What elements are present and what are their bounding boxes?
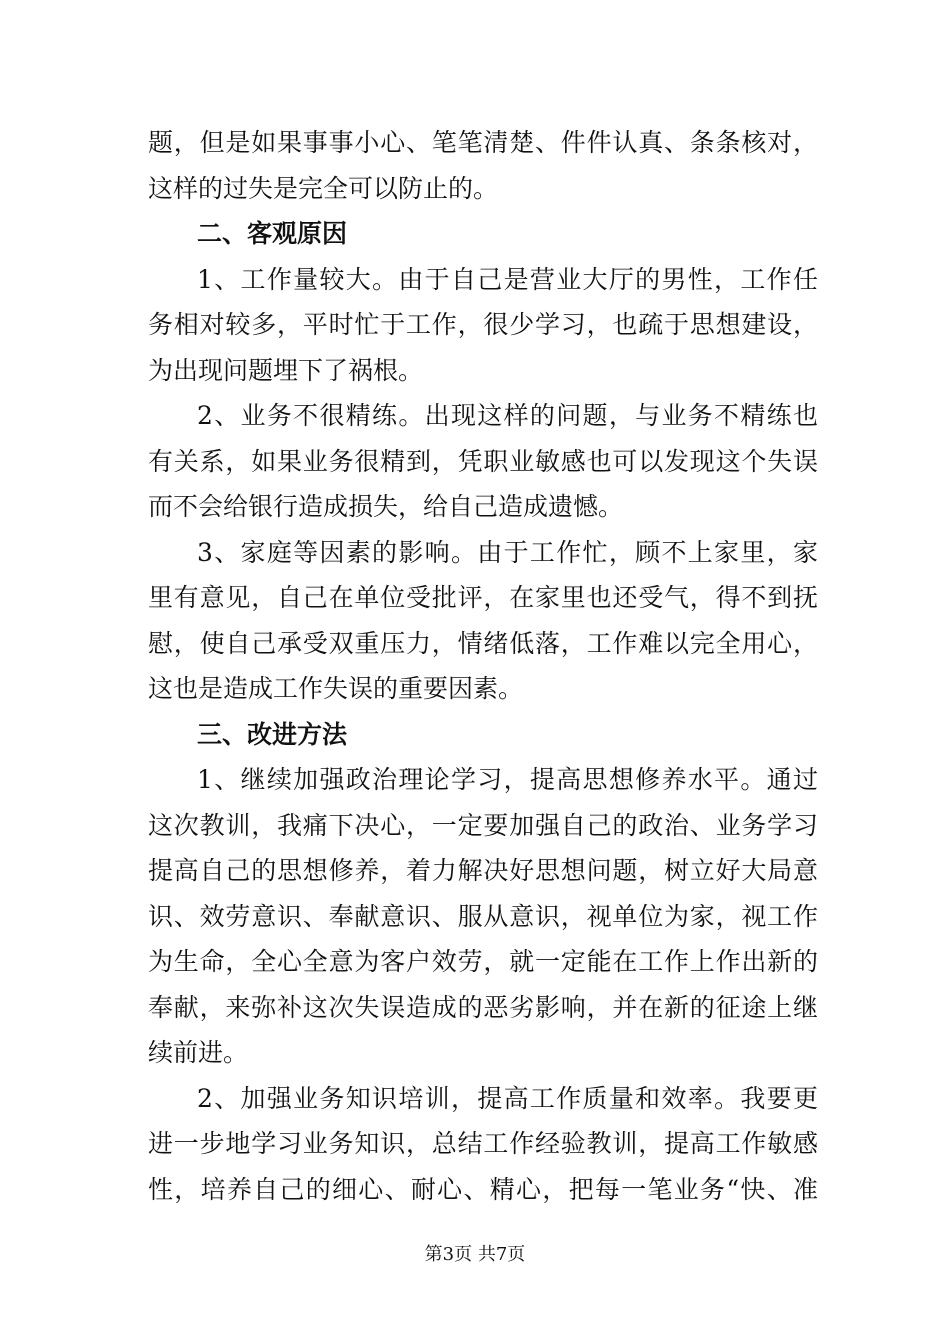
paragraph-first-line: 1、工作量较大。由于自己是营业大厅的男性，工作任 bbox=[197, 265, 818, 294]
text-line: 慰，使自己承受双重压力，情绪低落，工作难以完全用心， bbox=[148, 629, 818, 658]
text-line: 性，培养自己的细心、耐心、精心，把每一笔业务“快、准 bbox=[148, 1175, 818, 1204]
section-heading: 二、客观原因 bbox=[197, 219, 348, 248]
paragraph-first-line: 2、业务不很精练。出现这样的问题，与业务不精练也 bbox=[197, 401, 818, 430]
paragraph-first-line: 3、家庭等因素的影响。由于工作忙，顾不上家里，家 bbox=[197, 538, 818, 567]
text-line: 题，但是如果事事小心、笔笔清楚、件件认真、条条核对， bbox=[148, 128, 818, 157]
text-line: 这也是造成工作失误的重要因素。 bbox=[148, 674, 524, 703]
text-line: 为出现问题埋下了祸根。 bbox=[148, 356, 424, 385]
text-line: 奉献，来弥补这次失误造成的恶劣影响，并在新的征途上继 bbox=[148, 993, 818, 1022]
text-line: 续前进。 bbox=[148, 1038, 249, 1067]
text-line: 务相对较多，平时忙于工作，很少学习，也疏于思想建设， bbox=[148, 310, 818, 339]
text-line: 而不会给银行造成损失，给自己造成遗憾。 bbox=[148, 492, 624, 521]
text-line: 这样的过失是完全可以防止的。 bbox=[148, 174, 499, 203]
paragraph-first-line: 2、加强业务知识培训，提高工作质量和效率。我要更 bbox=[197, 1084, 818, 1113]
text-line: 有关系，如果业务很精到，凭职业敏感也可以发现这个失误 bbox=[148, 447, 818, 476]
text-line: 识、效劳意识、奉献意识、服从意识，视单位为家，视工作 bbox=[148, 902, 818, 931]
text-line: 提高自己的思想修养，着力解决好思想问题，树立好大局意 bbox=[148, 856, 818, 885]
text-line: 为生命，全心全意为客户效劳，就一定能在工作上作出新的 bbox=[148, 947, 818, 976]
section-heading: 三、改进方法 bbox=[197, 720, 348, 749]
text-line: 里有意见，自己在单位受批评，在家里也还受气，得不到抚 bbox=[148, 583, 818, 612]
text-line: 进一步地学习业务知识，总结工作经验教训，提高工作敏感 bbox=[148, 1129, 818, 1158]
text-line: 这次教训，我痛下决心，一定要加强自己的政治、业务学习 bbox=[148, 811, 818, 840]
paragraph-first-line: 1、继续加强政治理论学习，提高思想修养水平。通过 bbox=[197, 765, 818, 794]
page-number-footer: 第3页 共7页 bbox=[424, 1244, 526, 1265]
